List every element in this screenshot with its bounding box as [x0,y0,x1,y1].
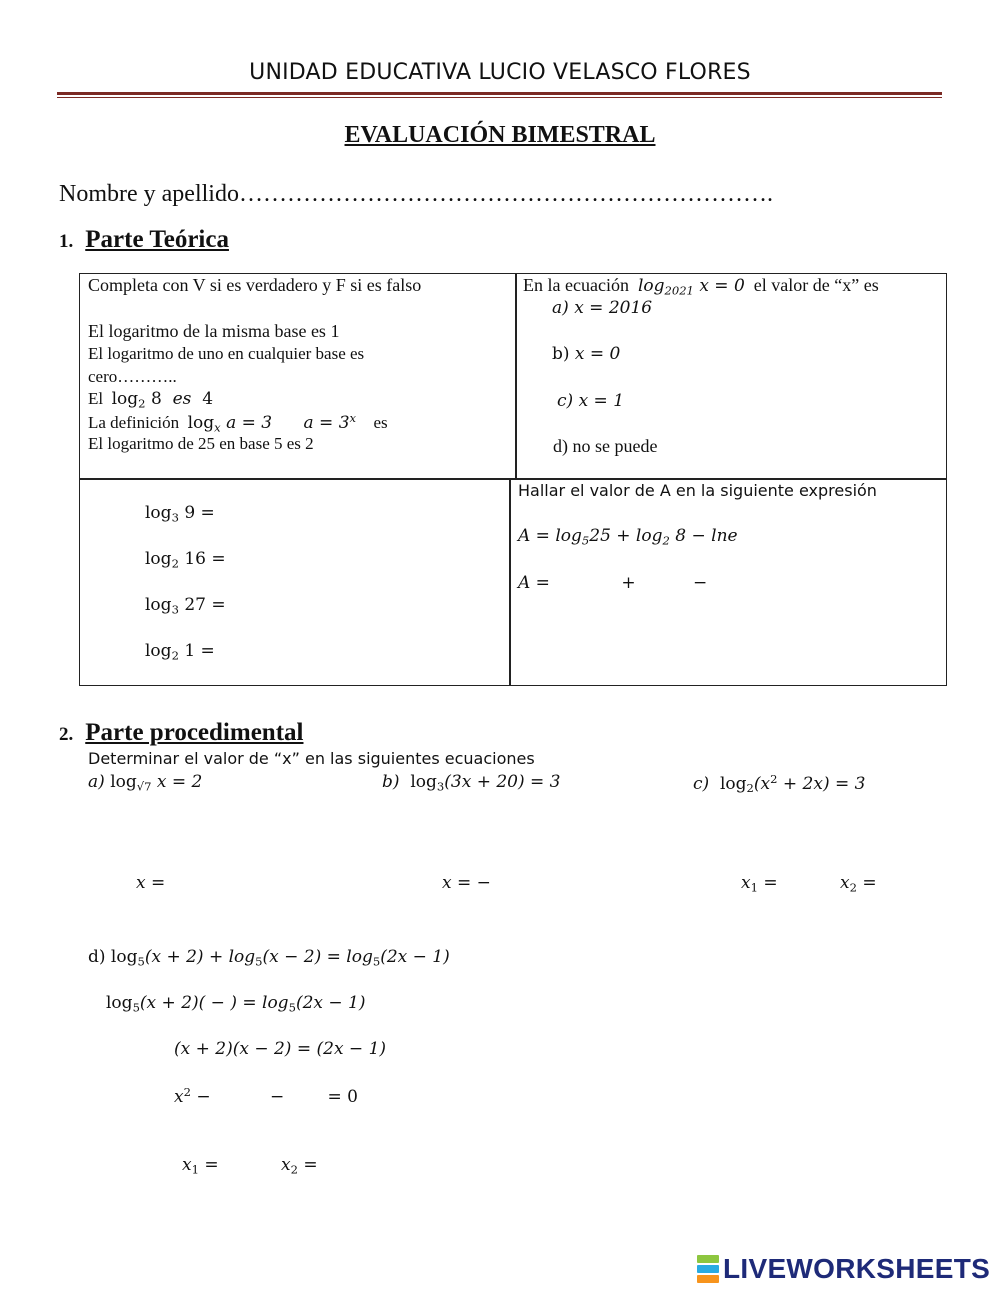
answer-d2-field[interactable]: $x_2$ = [281,1155,318,1177]
equation-c: c) $\log_2(x^2 + 2x) = 3$ [693,772,866,796]
part2-title: Parte procedimental [85,719,304,746]
log-item: $\log_3 9$ = [145,503,215,525]
liveworksheets-icon [697,1255,719,1283]
mc-option-b[interactable]: b) x = 0 [552,344,621,364]
answer-c1-field[interactable]: $x_1$ = [741,873,778,895]
answer-c2-field[interactable]: $x_2$ = [840,873,877,895]
expr-prompt: Hallar el valor de A en la siguiente expresión [518,481,877,500]
page-title: EVALUACIÓN BIMESTRAL [344,122,656,148]
equation-b: b) $\log_3(3x + 20) = 3$ [382,772,561,794]
part2-instruction: Determinar el valor de “x” en las siguientes ecuaciones [88,749,535,768]
log-item: $\log_2 16$ = [145,549,226,571]
part2-number: 2. [59,724,74,745]
mc-question: En la ecuación $\log_{2021} x = 0$ el valor de “x” es [523,275,879,298]
expr-answer-line[interactable]: A = + − [518,573,708,593]
mc-option-d[interactable]: d) no se puede [553,436,658,456]
tf-item-1: El logaritmo de la misma base es 1 [88,321,340,341]
equation-d-step-2: (x + 2)(x − 2) = (2x − 1) [174,1039,387,1059]
answer-a-field[interactable]: x = [136,873,166,893]
tf-item-4: La definición $\log_x a = 3$ $a = 3^x$ es [88,411,388,435]
tf-instruction: Completa con V si es verdadero y F si es falso [88,275,422,295]
part1-number: 1. [59,231,74,252]
log-item: $\log_3 27$ = [145,595,226,617]
part1-title: Parte Teórica [85,226,229,253]
expr-formula: $A = \log_525 + \log_2 8 - \ln e$ [518,526,738,548]
equation-d-step-1[interactable]: $\log_5(x + 2)$( − ) = $\log_5(2x - 1)$ [106,993,366,1015]
equation-a: a) $\log_{√7} x = 2$ [88,772,203,794]
brand-name: LIVEWORKSHEETS [723,1253,991,1284]
answer-b-field[interactable]: x = − [442,873,491,893]
name-field[interactable]: Nombre y apellido…………………………………………………………. [59,181,773,207]
tf-item-3: El $\log_2 8$ es 4 [88,389,214,411]
tf-item-2: El logaritmo de uno en cualquier base es [88,344,365,363]
mc-option-c[interactable]: c) x = 1 [557,391,625,411]
log-item: $\log_2 1$ = [145,641,215,663]
header-rule-thin [57,97,942,98]
equation-d-step-3[interactable]: $x^2$ − − = 0 [174,1085,358,1107]
school-name: UNIDAD EDUCATIVA LUCIO VELASCO FLORES [249,60,751,85]
part2-heading [59,719,303,747]
part1-heading [59,226,229,254]
mc-option-a[interactable]: a) x = 2016 [552,298,653,318]
answer-d1-field[interactable]: $x_1$ = [182,1155,219,1177]
equation-d: d) $\log_5(x + 2) + \log_5(x - 2) = \log_5(2x - 1)$ [88,947,450,969]
tf-item-2b: cero……….. [88,367,177,386]
tf-item-5: El logaritmo de 25 en base 5 es 2 [88,434,314,453]
logs-cell [79,478,511,686]
header-rule [57,92,942,95]
liveworksheets-logo [697,1253,990,1285]
